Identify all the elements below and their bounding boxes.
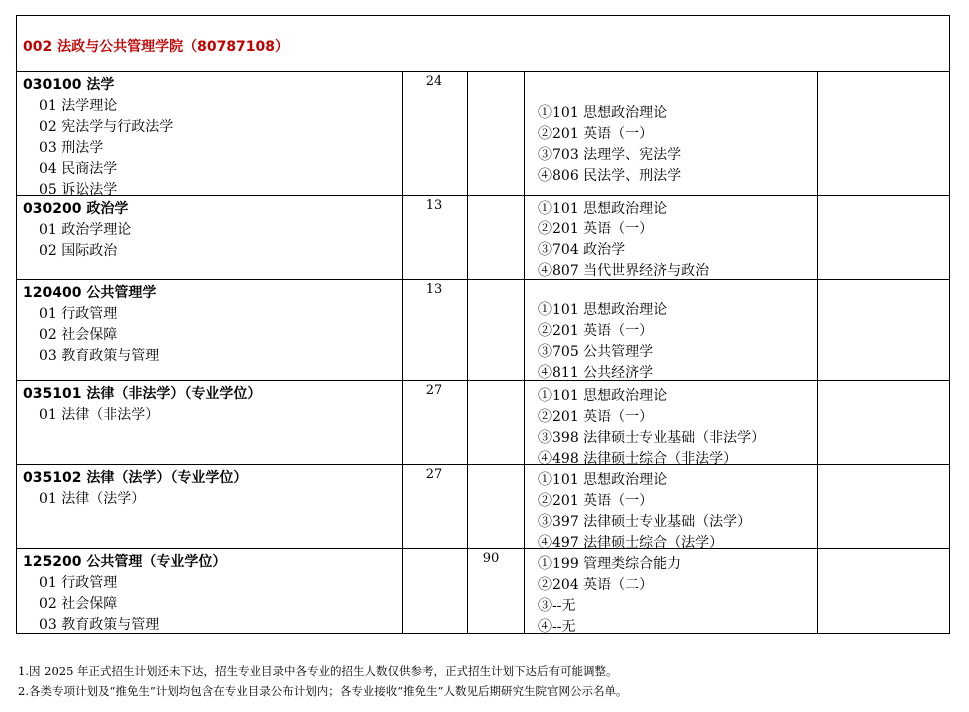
- enrollment-count: 13: [425, 198, 443, 213]
- college-title: 002 法政与公共管理学院（80787108）: [23, 39, 290, 55]
- exam-subject: ④497 法律硕士综合（法学）: [538, 535, 724, 551]
- major-row: [17, 381, 949, 465]
- research-direction: 04 民商法学: [39, 161, 118, 177]
- research-direction: 01 行政管理: [39, 575, 118, 591]
- enrollment-count: 27: [425, 383, 443, 398]
- major-title: 035101 法律（非法学）（专业学位）: [23, 386, 262, 402]
- research-direction: 01 法律（法学）: [39, 491, 146, 507]
- exam-subject: ②201 英语（一）: [538, 493, 654, 509]
- research-direction: 03 教育政策与管理: [39, 617, 160, 633]
- major-title: 120400 公共管理学: [23, 285, 157, 301]
- research-direction: 02 国际政治: [39, 243, 118, 259]
- major-row: [17, 72, 949, 196]
- research-direction: 02 社会保障: [39, 596, 118, 612]
- research-direction: 01 政治学理论: [39, 222, 132, 238]
- major-row: [17, 549, 949, 635]
- major-row: [17, 280, 949, 381]
- research-direction: 03 刑法学: [39, 140, 104, 156]
- exam-subject: ④--无: [538, 619, 576, 635]
- exam-subject: ③705 公共管理学: [538, 344, 654, 360]
- exam-subject: ③397 法律硕士专业基础（法学）: [538, 514, 752, 530]
- exam-subject: ②204 英语（二）: [538, 577, 654, 593]
- major-title: 030100 法学: [23, 77, 115, 93]
- exam-subject: ①101 思想政治理论: [538, 472, 668, 488]
- column-divider: [817, 72, 818, 633]
- college-header: [17, 16, 949, 72]
- major-row: [17, 196, 949, 280]
- footnote: 2.各类专项计划及“推免生”计划均包含在专业目录公布计划内；各专业接收“推免生”人数见后期研究生院官网公示名单。: [18, 684, 628, 698]
- exam-subject: ④498 法律硕士综合（非法学）: [538, 451, 738, 467]
- exam-subject: ①101 思想政治理论: [538, 388, 668, 404]
- research-direction: 01 法律（非法学）: [39, 407, 160, 423]
- research-direction: 01 行政管理: [39, 306, 118, 322]
- footnotes: [18, 661, 627, 701]
- exam-subject: ③703 法理学、宪法学: [538, 147, 682, 163]
- exam-subject: ①101 思想政治理论: [538, 201, 668, 217]
- enrollment-count-professional: 90: [482, 551, 500, 566]
- research-direction: 02 社会保障: [39, 327, 118, 343]
- enrollment-count: 24: [425, 74, 443, 89]
- enrollment-count: 27: [425, 467, 443, 482]
- exam-subject: ③398 法律硕士专业基础（非法学）: [538, 430, 766, 446]
- enrollment-count: 13: [425, 282, 443, 297]
- column-divider: [524, 72, 525, 633]
- exam-subject: ②201 英语（一）: [538, 409, 654, 425]
- research-direction: 01 法学理论: [39, 98, 118, 114]
- exam-subject: ②201 英语（一）: [538, 323, 654, 339]
- column-divider: [402, 72, 403, 633]
- exam-subject: ③704 政治学: [538, 242, 626, 258]
- major-title: 125200 公共管理（专业学位）: [23, 554, 227, 570]
- exam-subject: ④807 当代世界经济与政治: [538, 263, 710, 279]
- exam-subject: ③--无: [538, 598, 576, 614]
- major-row: [17, 465, 949, 549]
- footnote: 1.因 2025 年正式招生计划还未下达，招生专业目录中各专业的招生人数仅供参考，正式招生计划下达后有可能调整。: [18, 664, 618, 678]
- exam-subject: ①101 思想政治理论: [538, 105, 668, 121]
- exam-subject: ④811 公共经济学: [538, 365, 654, 381]
- major-title: 030200 政治学: [23, 201, 129, 217]
- research-direction: 03 教育政策与管理: [39, 348, 160, 364]
- research-direction: 02 宪法学与行政法学: [39, 119, 174, 135]
- major-title: 035102 法律（法学）（专业学位）: [23, 470, 248, 486]
- research-direction: 05 诉讼法学: [39, 182, 118, 198]
- exam-subject: ①199 管理类综合能力: [538, 556, 682, 572]
- exam-subject: ②201 英语（一）: [538, 126, 654, 142]
- exam-subject: ④806 民法学、刑法学: [538, 168, 682, 184]
- exam-subject: ①101 思想政治理论: [538, 302, 668, 318]
- column-divider: [467, 72, 468, 633]
- exam-subject: ②201 英语（一）: [538, 221, 654, 237]
- catalog-table: [16, 15, 950, 634]
